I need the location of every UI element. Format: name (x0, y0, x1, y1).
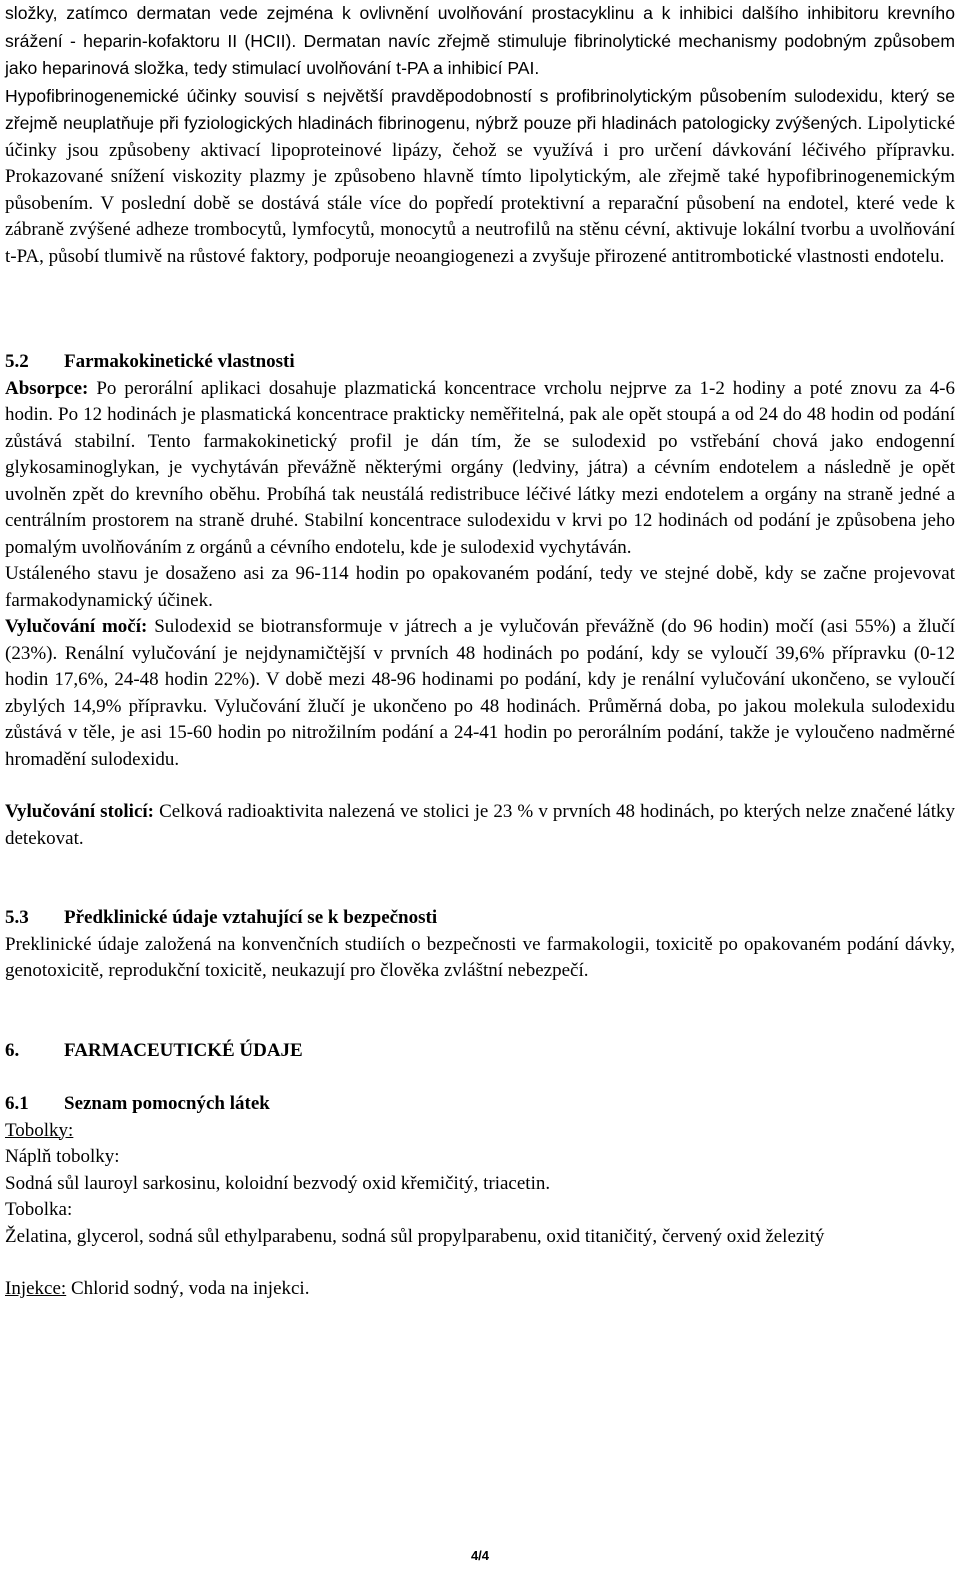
spacer (5, 1250, 955, 1276)
moc-text: Sulodexid se biotransformuje v játrech a je vylučován převážně (do 96 hodin) močí (asi 55%) a žlučí (23%). Renální vylučování je nejdynamičtější v prvních 48 hodinách po podání, kdy se vyloučí 39,6% přípravku (0-12 hodin 17,6%, 24-48 hodin 22%). V době mezi 48-96 hodinami po podání, kdy je renální vylučování ukončeno, se vyloučí zbylých 14,9% přípravku. Vylučování žlučí je ukončeno po 48 hodinách. Průměrná doba, po jakou molekula sulodexidu zůstává v těle, je asi 15-60 hodin po nitrožilním podání a 24-41 hodin po perorálním podání, takže je vyloučeno nadměrné hromadění sulodexidu. (5, 616, 955, 770)
document-page (5, 0, 955, 1303)
intro-text-lipolytic: Lipolytické účinky jsou způsobeny aktivací lipoproteinové lipázy, čehož se využívá i pro určení dávkování léčivého přípravku. (5, 113, 956, 161)
stolice-paragraph (5, 799, 955, 852)
steady-state-paragraph: Ustáleného stavu je dosaženo asi za 96-114 hodin po opakovaném podání, tedy ve stejné době, kdy se začne projevovat farmakodynamický účinek. (5, 563, 955, 611)
intro-paragraph (5, 0, 955, 270)
injekce-paragraph (5, 1276, 955, 1303)
intro-text-viscosity: Prokazované snížení viskozity plazmy je způsobeno hlavně tímto lipolytickým, ale zřejmě také hypofibrinogenemickým působením. (5, 166, 955, 214)
spacer (5, 985, 955, 1038)
section-6-heading (5, 1038, 955, 1065)
section-title: Předklinické údaje vztahující se k bezpečnosti (64, 907, 438, 928)
section-title: Seznam pomocných látek (64, 1093, 270, 1114)
section-53-text: Preklinické údaje založená na konvenčních studiích o bezpečnosti ve farmakologii, toxicitě po opakovaném podání dávky, genotoxicitě, reprodukční toxicitě, neukazují pro člověka zvláštní nebezpečí. (5, 933, 955, 981)
section-number: 5.2 (5, 351, 29, 372)
spacer (5, 852, 955, 905)
injekce-text: Chlorid sodný, voda na injekci. (66, 1278, 310, 1299)
intro-text-hypofibrinogenemic: Hypofibrinogenemické účinky souvisí s největší pravděpodobností s profibrinolytickým působením sulodexidu, který se zřejmě neuplatňuje při fyziologických hladinách fibrinogenu, nýbrž pouze při hladinách patologicky zvýšených. (5, 85, 955, 133)
moc-paragraph (5, 614, 955, 773)
tobolka-text: Želatina, glycerol, sodná sůl ethylparabenu, sodná sůl propylparabenu, oxid titaničitý, červený oxid železitý (5, 1225, 825, 1247)
intro-text-endothelium: V poslední době se dostává stále více do popředí protektivní a reparační působení na endotel, které vede k zábraně zvýšené adheze trombocytů, lymfocytů, monocytů a neutrofilů na stěnu cévní, aktivuje lokální tvorbu a uvolňování t-PA, působí tlumivě na růstové faktory, podporuje neoangiogenezi a zvyšuje přirozené antitrombotické vlastnosti endotelu. (5, 192, 955, 267)
stolice-label: Vylučování stolicí: (5, 801, 154, 822)
napln-label: Náplň tobolky: (5, 1146, 120, 1167)
tobolka-label: Tobolka: (5, 1199, 73, 1220)
section-number: 6.1 (5, 1093, 29, 1114)
moc-label: Vylučování močí: (5, 616, 148, 637)
napln-text: Sodná sůl lauroyl sarkosinu, koloidní bezvodý oxid křemičitý, triacetin. (5, 1172, 551, 1194)
absorpce-text: Po perorální aplikaci dosahuje plazmatická koncentrace vrcholu nejprve za 1-2 hodiny a poté znovu za 4-6 hodin. Po 12 hodinách je plasmatická koncentrace prakticky neměřitelná, pak ale opět stoupá a od 24 do 48 hodin od podání zůstává stabilní. Tento farmakokinetický profil je dán tím, že se sulodexid po vstřebání chová jako endogenní glykosaminoglykan, je vychytáván převážně některými orgány (ledviny, játra) a cévním endotelem a následně je opět uvolněn zpět do krevního oběhu. Probíhá tak neustálá redistribuce léčivé látky mezi endotelem a orgány na straně jedné a centrálním prostorem na straně druhé. Stabilní koncentrace sulodexidu v krvi po 12 hodinách od podání je způsobena jeho pomalým uvolňováním z orgánů a cévního endotelu, kde je sulodexid vychytáván. (5, 377, 955, 558)
spacer (5, 1064, 955, 1091)
intro-text-line1: složky, zatímco dermatan vede zejména k ovlivnění uvolňování prostacyklinu a k inhibici dalšího inhibitoru krevního srážení - heparin-kofaktoru II (HCII). Dermatan navíc zřejmě stimuluje fibrinolytické mechanismy podobným způsobem jako heparinová složka, tedy stimulací uvolňování t-PA a inhibicí PAI. (5, 3, 955, 78)
section-title: FARMACEUTICKÉ ÚDAJE (64, 1039, 303, 1061)
injekce-label: Injekce: (5, 1278, 67, 1299)
section-61-heading (5, 1091, 955, 1118)
section-title: Farmakokinetické vlastnosti (64, 351, 295, 372)
section-53-heading (5, 905, 955, 932)
stolice-text: Celková radioaktivita nalezená ve stolici je 23 % v prvních 48 hodinách, po kterých nelze značené látky detekovat. (5, 801, 956, 849)
absorpce-paragraph (5, 376, 955, 562)
section-52-heading (5, 349, 955, 376)
spacer (5, 270, 955, 349)
page-number: 4/4 (470, 1548, 490, 1563)
spacer (5, 773, 955, 799)
tobolky-label: Tobolky: (5, 1119, 74, 1141)
section-number: 5.3 (5, 907, 29, 928)
section-number: 6. (5, 1039, 20, 1061)
absorpce-label: Absorpce: (5, 377, 89, 399)
